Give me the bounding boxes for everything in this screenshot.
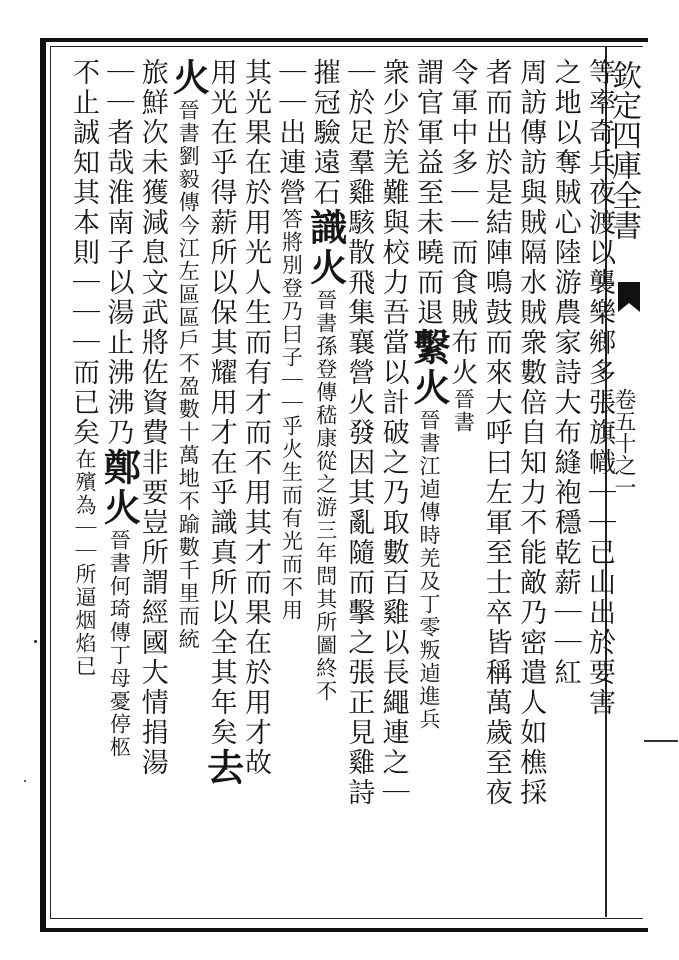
body-text: 其光果在於用光人生而有才而不用其才而果在於用才故 xyxy=(240,58,271,778)
text-column xyxy=(551,58,585,912)
entry-heading: 鄭火 xyxy=(97,448,142,528)
text-column xyxy=(447,58,481,912)
body-text: ｜｜者哉淮南子以湯止沸沸乃 xyxy=(102,58,134,448)
margin-rule xyxy=(644,740,678,742)
citation-note: 晉書江逌傳時羌及丁零叛逌進兵 xyxy=(417,409,441,731)
body-text: 布火 xyxy=(446,328,478,388)
text-column xyxy=(200,58,245,912)
text-column xyxy=(482,58,516,912)
entry-heading: 火 xyxy=(166,58,211,98)
citation-note: 答將別登乃曰子｜｜乎火生而有光而不用 xyxy=(279,208,304,622)
body-text: 衆少於羌難與校力吾當以計破之乃取數百雞以長繩連之｜ xyxy=(377,58,409,808)
entry-heading: 識火 xyxy=(303,208,348,288)
body-text: 周訪傳訪與賊隔水賊衆數倍自知力不能敵乃密遣人如樵採 xyxy=(515,58,547,808)
scan-speck xyxy=(24,780,26,782)
citation-note: 晉書何琦傳丁母憂停柩 xyxy=(107,529,132,759)
citation-note: 晉書 xyxy=(451,388,476,434)
text-column xyxy=(138,58,172,912)
body-text: 謂官軍益至未曉而退 xyxy=(412,58,443,328)
body-text: ｜｜出連營 xyxy=(274,58,306,208)
body-text: 旅鮮次未獲減息文武將佐資費非要豈所謂經國大情捐湯 xyxy=(136,58,168,778)
body-text: 等率奇兵夜渡以襲樂鄉多張旗幟｜｜已山出於要害 xyxy=(584,58,615,718)
body-text: 不止誠知其本則｜｜｜而已矣 xyxy=(68,58,99,448)
citation-note: 晉書劉毅傳今江左區區戶不盈數十萬地不踰數千里而統 xyxy=(176,98,201,651)
citation-note: 在殯為｜｜所逼烟焰已 xyxy=(73,448,97,678)
body-text: ｜於足羣雞駭散飛集襄營火發因其亂隨而擊之張正見雞詩 xyxy=(343,58,375,808)
text-column xyxy=(275,58,309,912)
citation-note: 晉書孫登傳嵇康從之游三年問其所圖終不 xyxy=(313,289,338,703)
scan-speck xyxy=(34,640,37,643)
text-column xyxy=(303,58,348,912)
body-text: 摧冠驗遠石 xyxy=(308,58,340,208)
body-text: 用光在乎得薪所以保其耀用才在乎識真所以全其年矣 xyxy=(205,58,237,748)
body-text: 之地以奪賊心陸游農家詩大布縫袍穩乾薪｜｜紅 xyxy=(549,58,581,688)
text-column xyxy=(379,58,413,912)
entry-heading: 繫火 xyxy=(407,328,451,408)
volume-label: 卷五十之一 xyxy=(611,388,636,498)
text-column xyxy=(516,58,550,912)
text-column xyxy=(407,58,451,912)
text-column xyxy=(585,58,619,912)
book-title: 欽定四庫全書 xyxy=(606,60,641,240)
text-column xyxy=(166,58,211,912)
text-column xyxy=(97,58,142,912)
entry-heading: 去 xyxy=(200,748,245,788)
body-text: 者而出於是結陣鳴鼓而來大呼曰左軍至士卒皆稱萬歲至夜 xyxy=(480,58,512,808)
text-column xyxy=(241,58,275,912)
text-column xyxy=(69,58,103,912)
text-column xyxy=(344,58,378,912)
body-text: 令軍中多｜｜而食賊 xyxy=(446,58,478,328)
